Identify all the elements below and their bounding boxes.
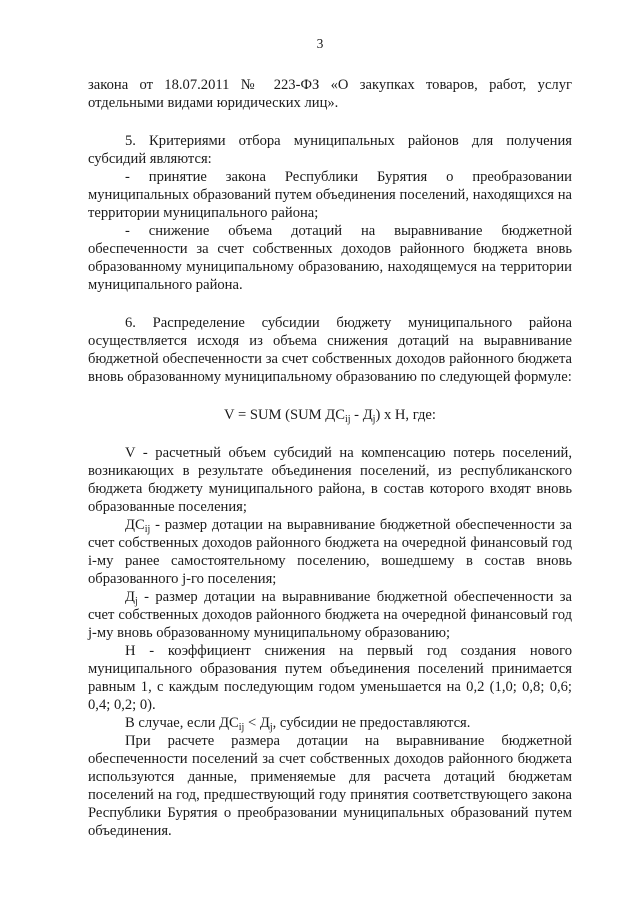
formula-subscript-ij: ij <box>344 414 351 425</box>
symbol-ds: ДС <box>125 517 145 533</box>
paragraph-calculation-data: При расчете размера дотации на выравнивание бюджетной обеспеченности поселений за счет собственных доходов районного бюджета используются данные, применяемые для расчета дотаций бюджетам поселений на год, предшествующий году принятия соответствующего закона Республики Бурятия о преобразовании муниципальных образований путем объединения. <box>88 733 572 839</box>
condition-subscript-j: j <box>269 722 273 733</box>
paragraph-criterion-2: - снижение объема дотаций на выравнивание бюджетной обеспеченности за счет собственных доходов районного бюджета вновь образованному муниципальному образованию, находящемуся на территории муниципального района. <box>88 223 572 293</box>
definition-h: Н - коэффициент снижения на первый год создания нового муниципального образования путем объединения поселений принимается равным 1, с каждым последующим годом уменьшается на 0,2 (1,0; 0,8; 0,6; 0,4; 0,2; 0). <box>88 643 572 713</box>
paragraph-item-5: 5. Критериями отбора муниципальных районов для получения субсидий являются: <box>88 133 572 167</box>
definition-dj <box>88 588 572 642</box>
definition-dsij <box>88 516 572 588</box>
formula-part-1: V = SUM (SUM ДС <box>224 407 345 423</box>
condition-subscript-ij: ij <box>238 722 245 733</box>
symbol-subscript-j: j <box>134 596 138 607</box>
paragraph-criterion-1: - принятие закона Республики Бурятия о преобразовании муниципальных образований путем объединения поселений, находящихся на территории муниципального района; <box>88 169 572 221</box>
formula-part-2: - Д <box>350 407 373 423</box>
formula-part-3: ) х Н, где: <box>375 407 436 423</box>
formula-subscript-j: j <box>372 414 376 425</box>
definition-dsij-text: - размер дотации на выравнивание бюджетной обеспеченности за счет собственных доходов районного бюджета на очередной финансовый год i-му ранее самостоятельному поселению, вошедшему в состав вновь образованного j-го поселения; <box>88 517 572 587</box>
definition-dj-text: - размер дотации на выравнивание бюджетной обеспеченности за счет собственных доходов районного бюджета на очередной финансовый год j-му вновь образованному муниципальному образованию; <box>88 589 572 641</box>
symbol-d: Д <box>125 589 135 605</box>
condition-part-1: В случае, если ДС <box>125 715 239 731</box>
formula <box>88 406 572 424</box>
page-number: 3 <box>316 36 324 51</box>
definition-v: V - расчетный объем субсидий на компенсацию потерь поселений, возникающих в результате объединения поселений, из республиканского бюджета бюджету муниципального района, в состав которого входят вновь образованные поселения; <box>88 445 572 515</box>
document-body <box>88 76 572 840</box>
condition-part-3: , субсидии не предоставляются. <box>272 715 471 731</box>
paragraph-continuation: закона от 18.07.2011 № 223-ФЗ «О закупках товаров, работ, услуг отдельными видами юридических лиц». <box>88 77 572 111</box>
paragraph-item-6: 6. Распределение субсидии бюджету муниципального района осуществляется исходя из объема снижения дотаций на выравнивание бюджетной обеспеченности за счет собственных доходов районного бюджета вновь образованному муниципальному образованию по следующей формуле: <box>88 315 572 385</box>
paragraph-condition <box>88 714 572 732</box>
condition-part-2: < Д <box>244 715 270 731</box>
symbol-subscript-ij: ij <box>144 524 151 535</box>
